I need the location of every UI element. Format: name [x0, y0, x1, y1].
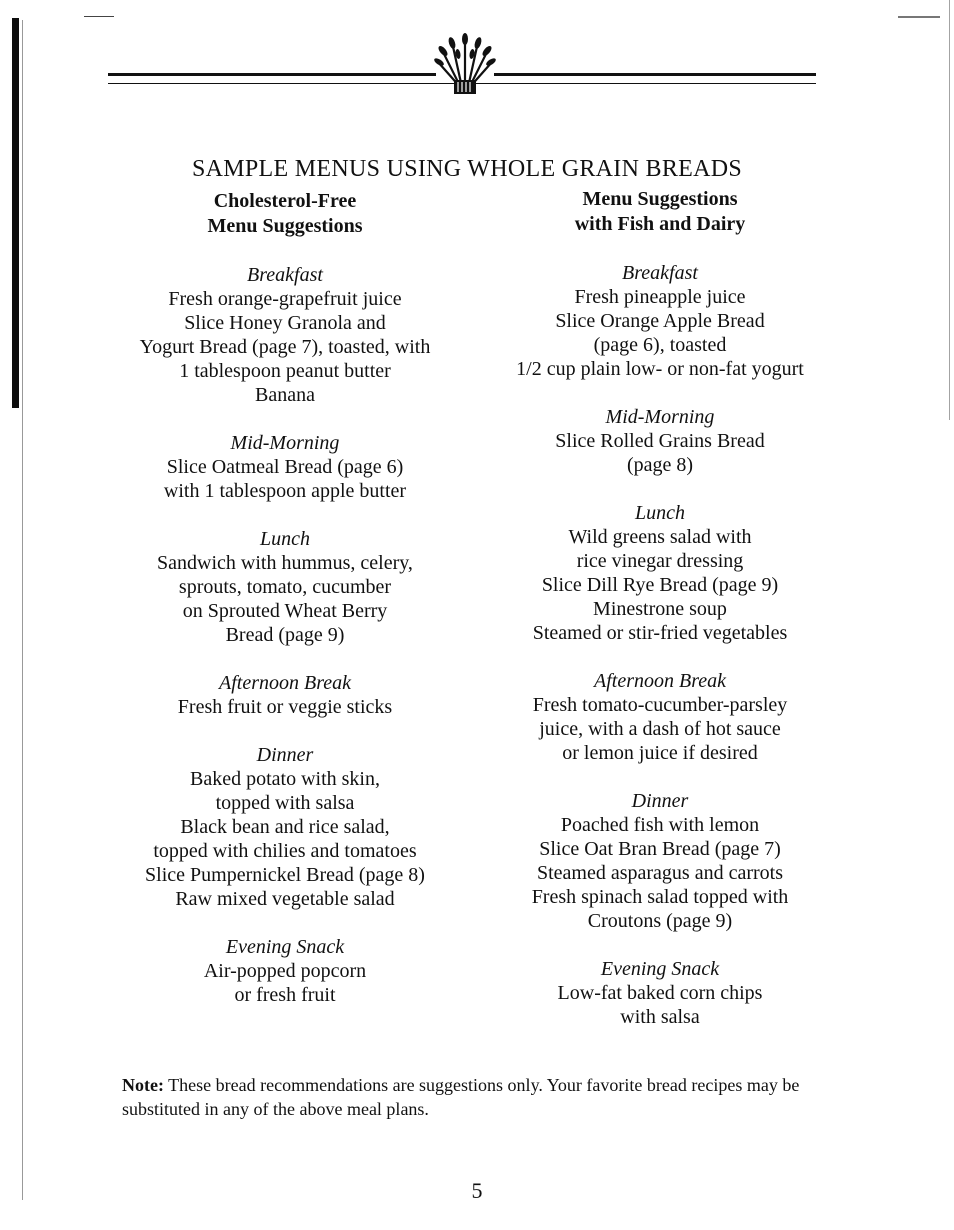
footnote-text: These bread recommendations are suggestions only. Your favorite bread recipes may be substituted in any of the above meal plans. — [122, 1075, 800, 1119]
column-heading-line: Cholesterol-Free — [213, 190, 357, 212]
meal-line: Steamed or stir-fried vegetables — [532, 622, 788, 644]
meal-evening-snack — [480, 957, 840, 1029]
meal-line: 1/2 cup plain low- or non-fat yogurt — [516, 358, 804, 380]
meal-line: Slice Oat Bran Bread (page 7) — [539, 838, 781, 860]
meal-dinner — [100, 743, 470, 911]
meal-breakfast — [480, 261, 840, 381]
meal-name: Afternoon Break — [593, 670, 726, 692]
meal-line: 1 tablespoon peanut butter — [179, 360, 391, 382]
meal-line: Raw mixed vegetable salad — [175, 888, 395, 910]
meal-lunch — [480, 501, 840, 645]
meal-line: Low-fat baked corn chips — [557, 982, 763, 1004]
meal-name: Dinner — [631, 790, 689, 812]
meal-name: Lunch — [260, 528, 310, 550]
meal-line: Fresh orange-grapefruit juice — [168, 288, 402, 310]
meal-line: sprouts, tomato, cucumber — [178, 576, 392, 598]
page-title: SAMPLE MENUS USING WHOLE GRAIN BREADS — [191, 156, 743, 183]
scan-mark-artifact — [898, 16, 940, 18]
meal-line: Yogurt Bread (page 7), toasted, with — [139, 336, 431, 358]
meal-mid-morning — [480, 405, 840, 477]
meal-line: Slice Rolled Grains Bread — [555, 430, 765, 452]
meal-line: Slice Dill Rye Bread (page 9) — [541, 574, 779, 596]
wheat-sheaf-logo-icon — [430, 30, 500, 100]
meal-line: Minestrone soup — [593, 598, 727, 620]
meal-line: Banana — [255, 384, 315, 406]
meal-line: Fresh spinach salad topped with — [531, 886, 789, 908]
meal-line: topped with chilies and tomatoes — [153, 840, 417, 862]
meal-line: topped with salsa — [215, 792, 355, 814]
meal-line: (page 8) — [626, 454, 694, 476]
meal-name: Dinner — [256, 744, 314, 766]
meal-name: Breakfast — [622, 262, 698, 284]
meal-line: on Sprouted Wheat Berry — [182, 600, 388, 622]
column-heading — [100, 189, 470, 239]
page-number: 5 — [471, 1178, 483, 1203]
scan-edge-artifact — [22, 20, 23, 1200]
scan-mark-artifact — [84, 16, 114, 17]
meal-line: Slice Pumpernickel Bread (page 8) — [145, 864, 425, 886]
meal-line: with 1 tablespoon apple butter — [163, 480, 407, 502]
meal-line: rice vinegar dressing — [576, 550, 744, 572]
meal-name: Evening Snack — [600, 958, 720, 980]
meal-line: Air-popped popcorn — [203, 960, 367, 982]
meal-line: Bread (page 9) — [225, 624, 345, 646]
meal-line: Fresh pineapple juice — [574, 286, 746, 308]
menu-column-cholesterol-free — [100, 189, 470, 1031]
meal-line: or fresh fruit — [234, 984, 336, 1006]
meal-breakfast — [100, 263, 470, 407]
meal-name: Mid-Morning — [605, 406, 715, 428]
menu-column-fish-and-dairy — [480, 187, 840, 1053]
meal-line: Fresh fruit or veggie sticks — [177, 696, 393, 718]
meal-line: (page 6), toasted — [593, 334, 727, 356]
meal-name: Mid-Morning — [230, 432, 340, 454]
meal-line: Wild greens salad with — [568, 526, 752, 548]
meal-name: Lunch — [635, 502, 685, 524]
meal-line: or lemon juice if desired — [562, 742, 758, 764]
meal-line: Croutons (page 9) — [587, 910, 733, 932]
meal-line: Sandwich with hummus, celery, — [157, 552, 413, 574]
meal-line: Black bean and rice salad, — [180, 816, 390, 838]
meal-line: Poached fish with lemon — [560, 814, 760, 836]
meal-name: Evening Snack — [225, 936, 345, 958]
column-heading-line: Menu Suggestions — [207, 215, 363, 237]
meal-line: juice, with a dash of hot sauce — [539, 718, 781, 740]
meal-line: Slice Orange Apple Bread — [555, 310, 765, 332]
meal-mid-morning — [100, 431, 470, 503]
meal-line: Fresh tomato-cucumber-parsley — [532, 694, 788, 716]
meal-evening-snack — [100, 935, 470, 1007]
meal-line: with salsa — [620, 1006, 700, 1028]
footnote-label: Note: — [122, 1075, 164, 1095]
meal-name: Breakfast — [247, 264, 323, 286]
column-heading-line: with Fish and Dairy — [574, 213, 746, 235]
meal-line: Slice Oatmeal Bread (page 6) — [166, 456, 404, 478]
column-heading-line: Menu Suggestions — [582, 188, 738, 210]
meal-afternoon-break — [100, 671, 470, 719]
meal-lunch — [100, 527, 470, 647]
meal-line: Baked potato with skin, — [190, 768, 380, 790]
meal-line: Slice Honey Granola and — [184, 312, 386, 334]
scan-edge-artifact — [949, 0, 950, 420]
meal-dinner — [480, 789, 840, 933]
footnote — [122, 1073, 832, 1121]
column-heading — [480, 187, 840, 237]
meal-line: Steamed asparagus and carrots — [536, 862, 783, 884]
meal-afternoon-break — [480, 669, 840, 765]
scan-edge-artifact — [12, 18, 19, 408]
meal-name: Afternoon Break — [218, 672, 351, 694]
